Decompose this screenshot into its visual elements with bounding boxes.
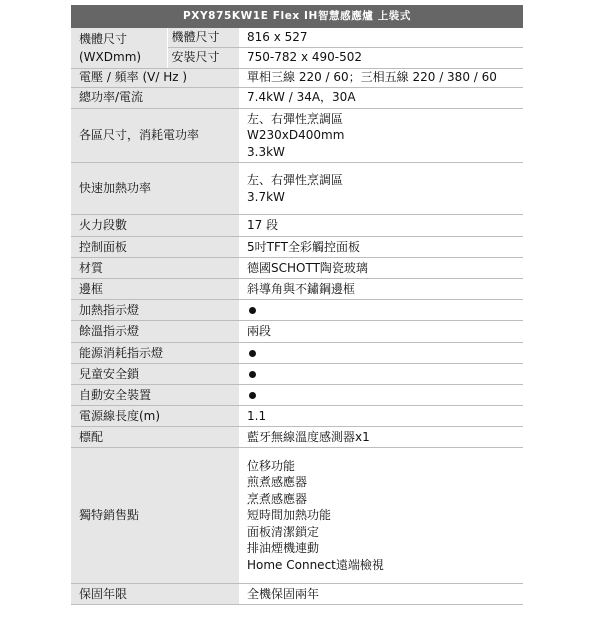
spec-value bbox=[239, 163, 523, 215]
spec-row bbox=[71, 68, 523, 87]
spec-row bbox=[71, 427, 523, 448]
spec-value-line: 7.4kW / 34A，30A bbox=[247, 90, 356, 104]
size-group-label: 機體尺寸 (WXDmm) bbox=[71, 28, 167, 68]
spec-row bbox=[71, 87, 523, 108]
spec-label: 邊框 bbox=[71, 279, 239, 300]
spec-value-line: 烹煮感應器 bbox=[247, 491, 308, 506]
spec-row bbox=[71, 321, 523, 343]
spec-value-line: 排油煙機連動 bbox=[247, 541, 320, 556]
spec-value-line: 17 段 bbox=[247, 218, 279, 232]
spec-label: 餘溫指示燈 bbox=[71, 321, 239, 343]
spec-value bbox=[239, 427, 523, 448]
size-value: 816 x 527 bbox=[239, 28, 523, 47]
spec-value-line: 藍牙無線溫度感測器x1 bbox=[247, 429, 370, 444]
spec-row-body-size bbox=[71, 28, 523, 47]
product-title: PXY875KW1E Flex IH智慧感應爐 上裝式 bbox=[71, 5, 523, 28]
spec-value-line: 1.1 bbox=[247, 408, 267, 423]
spec-label: 材質 bbox=[71, 258, 239, 279]
bullet-dot-icon bbox=[249, 392, 256, 399]
spec-value bbox=[239, 87, 523, 108]
spec-value bbox=[239, 300, 523, 321]
size-sublabel: 機體尺寸 bbox=[167, 28, 239, 47]
spec-value bbox=[239, 448, 523, 584]
spec-sheet bbox=[71, 5, 523, 605]
spec-value bbox=[239, 321, 523, 343]
spec-value bbox=[239, 108, 523, 163]
spec-row bbox=[71, 584, 523, 605]
spec-table bbox=[71, 28, 523, 605]
spec-value-line: 單相三線 220 / 60；三相五線 220 / 380 / 60 bbox=[247, 70, 497, 84]
spec-row bbox=[71, 300, 523, 321]
spec-row bbox=[71, 448, 523, 584]
spec-value bbox=[239, 406, 523, 427]
spec-label: 控制面板 bbox=[71, 237, 239, 258]
spec-value-line: Home Connect遠端檢視 bbox=[247, 557, 384, 572]
spec-value bbox=[239, 584, 523, 605]
size-value: 750-782 x 490-502 bbox=[239, 47, 523, 68]
spec-row bbox=[71, 385, 523, 406]
spec-row bbox=[71, 163, 523, 215]
spec-value-line: 德國SCHOTT陶瓷玻璃 bbox=[247, 260, 368, 275]
spec-value-line: W230xD400mm bbox=[247, 128, 345, 142]
spec-value-line: 斜導角與不鏽鋼邊框 bbox=[247, 281, 356, 296]
spec-label: 火力段數 bbox=[71, 215, 239, 237]
bullet-dot-icon bbox=[249, 371, 256, 378]
spec-label: 標配 bbox=[71, 427, 239, 448]
spec-value bbox=[239, 385, 523, 406]
spec-label: 電源線長度(m) bbox=[71, 406, 239, 427]
spec-value-line: 3.7kW bbox=[247, 189, 285, 204]
spec-label: 能源消耗指示燈 bbox=[71, 343, 239, 364]
bullet-dot-icon bbox=[249, 307, 256, 314]
spec-row bbox=[71, 279, 523, 300]
spec-value bbox=[239, 343, 523, 364]
spec-label: 保固年限 bbox=[71, 584, 239, 605]
spec-value-line: 5吋TFT全彩觸控面板 bbox=[247, 239, 360, 254]
spec-label: 總功率/電流 bbox=[71, 87, 239, 108]
spec-value-line: 3.3kW bbox=[247, 144, 285, 159]
spec-row bbox=[71, 364, 523, 385]
spec-label: 獨特銷售點 bbox=[71, 448, 239, 584]
size-sublabel: 安裝尺寸 bbox=[167, 47, 239, 68]
spec-value-line: 位移功能 bbox=[247, 458, 296, 473]
spec-value bbox=[239, 68, 523, 87]
spec-value bbox=[239, 279, 523, 300]
spec-value-line: 短時間加熱功能 bbox=[247, 508, 332, 523]
spec-row bbox=[71, 237, 523, 258]
spec-label: 電壓 / 頻率 (V/ Hz ) bbox=[71, 68, 239, 87]
spec-value-line: 左、右彈性烹調區 bbox=[247, 173, 344, 187]
spec-value bbox=[239, 258, 523, 279]
spec-value-line: 兩段 bbox=[247, 324, 272, 338]
spec-row bbox=[71, 215, 523, 237]
spec-value bbox=[239, 364, 523, 385]
spec-row bbox=[71, 406, 523, 427]
spec-label: 兒童安全鎖 bbox=[71, 364, 239, 385]
spec-label: 快速加熱功率 bbox=[71, 163, 239, 215]
spec-label: 各區尺寸，消耗電功率 bbox=[71, 108, 239, 163]
spec-value bbox=[239, 215, 523, 237]
spec-row bbox=[71, 108, 523, 163]
spec-label: 加熱指示燈 bbox=[71, 300, 239, 321]
spec-value-line: 全機保固兩年 bbox=[247, 586, 320, 601]
spec-value-line: 左、右彈性烹調區 bbox=[247, 111, 344, 126]
spec-label: 自動安全裝置 bbox=[71, 385, 239, 406]
spec-row bbox=[71, 343, 523, 364]
spec-value-line: 面板清潔鎖定 bbox=[247, 524, 320, 539]
spec-row bbox=[71, 258, 523, 279]
bullet-dot-icon bbox=[249, 350, 256, 357]
spec-value-line: 煎煮感應器 bbox=[247, 475, 308, 490]
spec-value bbox=[239, 237, 523, 258]
